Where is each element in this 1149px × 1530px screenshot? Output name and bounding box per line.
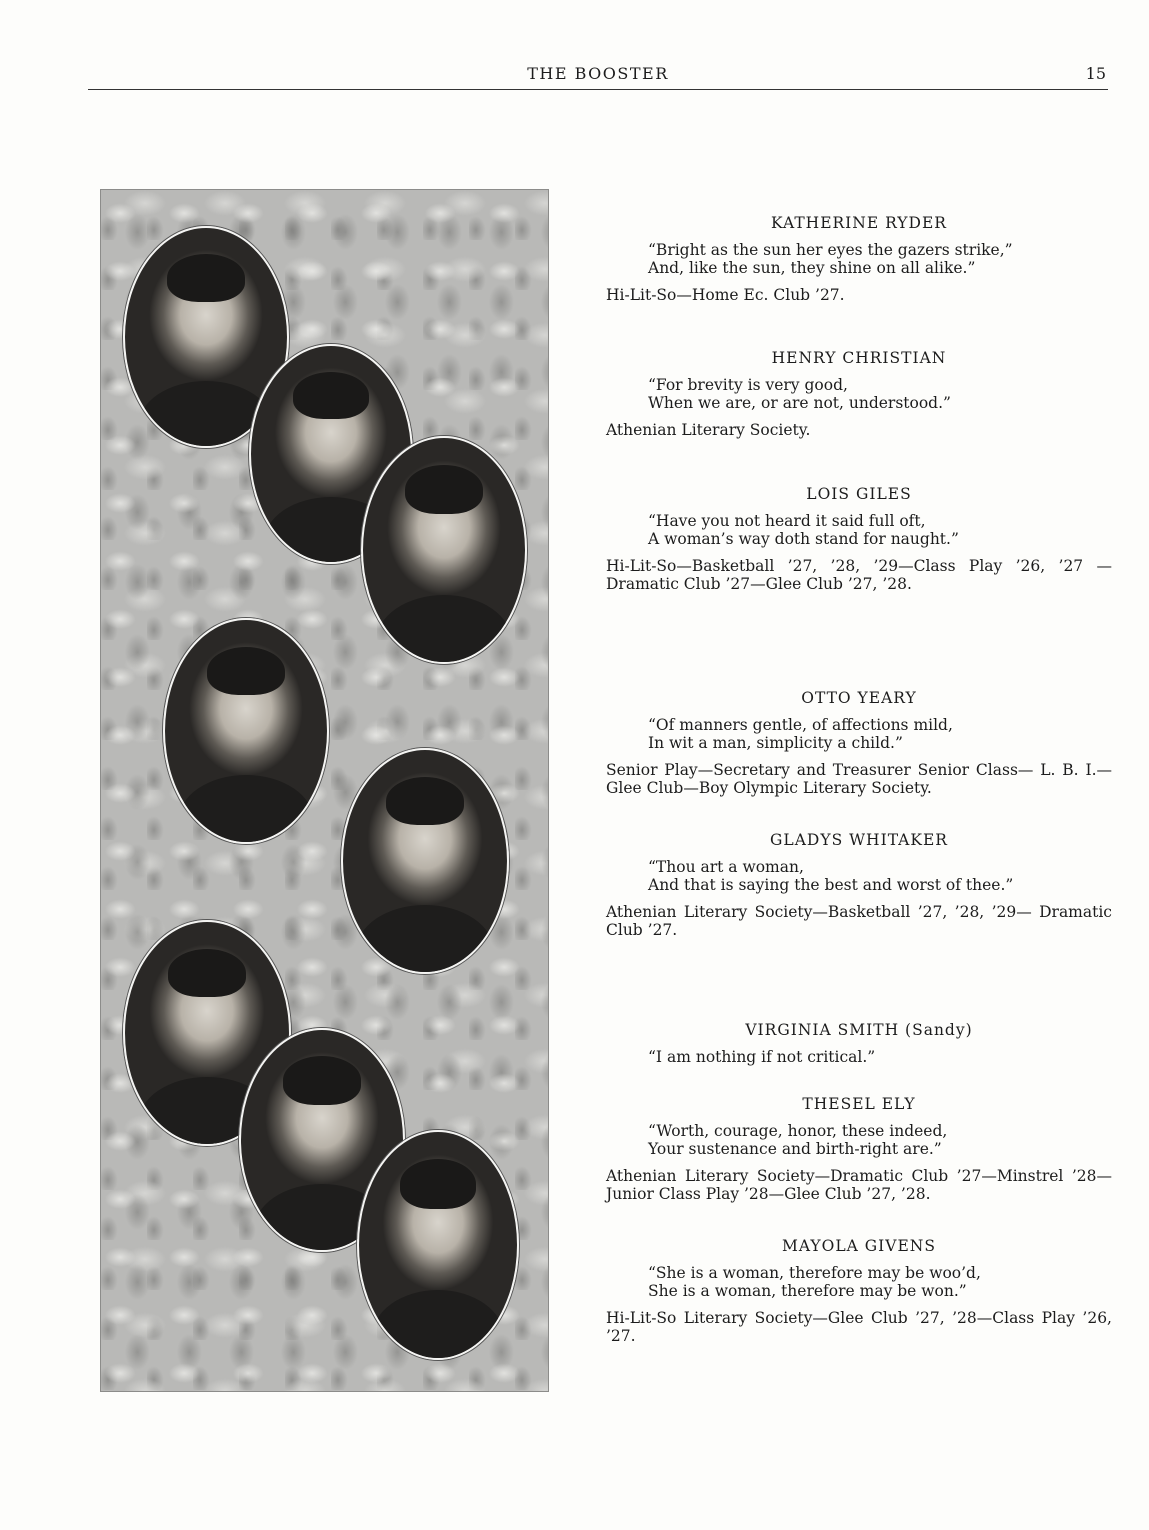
- entry-activities: Hi-Lit-So Literary Society—Glee Club ’27, ’28—Class Play ’26, ’27.: [606, 1309, 1112, 1345]
- entry-activities: Athenian Literary Society—Dramatic Club ’27—Minstrel ’28—Junior Class Play ’28—Glee Club ’27, ’28.: [606, 1167, 1112, 1203]
- entry-thesel-ely: [606, 1095, 1112, 1203]
- entry-quote: [606, 858, 1112, 894]
- quote-line: Your sustenance and birth-right are.”: [648, 1140, 942, 1158]
- entry-activities: Senior Play—Secretary and Treasurer Senior Class— L. B. I.—Glee Club—Boy Olympic Literary Society.: [606, 761, 1112, 797]
- entry-name: LOIS GILES: [806, 485, 912, 503]
- entry-quote: [606, 716, 1112, 752]
- entry-quote: [606, 1264, 1112, 1300]
- quote-line: “Thou art a woman,: [648, 858, 804, 876]
- entry-name: KATHERINE RYDER: [771, 214, 947, 232]
- entry-quote: [606, 1122, 1112, 1158]
- entry-quote: [606, 376, 1112, 412]
- page-number: 15: [1085, 64, 1106, 83]
- entry-gladys-whitaker: [606, 831, 1112, 939]
- entry-mayola-givens: [606, 1237, 1112, 1345]
- entry-name: MAYOLA GIVENS: [782, 1237, 936, 1255]
- header-rule: [88, 89, 1108, 90]
- quote-line: When we are, or are not, understood.”: [648, 394, 951, 412]
- quote-line: “I am nothing if not critical.”: [648, 1048, 876, 1066]
- portrait-mayola-givens: [357, 1130, 519, 1360]
- entry-virginia-smith: [606, 1021, 1112, 1075]
- entry-otto-yeary: [606, 689, 1112, 797]
- publication-title: THE BOOSTER: [527, 64, 669, 83]
- portrait-otto-yeary: [163, 618, 329, 844]
- quote-line: “She is a woman, therefore may be woo’d,: [648, 1264, 981, 1282]
- quote-line: In wit a man, simplicity a child.”: [648, 734, 903, 752]
- quote-line: “Worth, courage, honor, these indeed,: [648, 1122, 948, 1140]
- portrait-gladys-whitaker: [341, 748, 509, 974]
- entry-name: HENRY CHRISTIAN: [771, 349, 947, 367]
- quote-line: “Have you not heard it said full oft,: [648, 512, 926, 530]
- quote-line: She is a woman, therefore may be won.”: [648, 1282, 967, 1300]
- quote-line: “Bright as the sun her eyes the gazers strike,”: [648, 241, 1013, 259]
- entry-katherine-ryder: [606, 214, 1112, 304]
- quote-line: A woman’s way doth stand for naught.”: [648, 530, 959, 548]
- entry-quote: [606, 512, 1112, 548]
- entry-name: GLADYS WHITAKER: [770, 831, 948, 849]
- entry-lois-giles: [606, 485, 1112, 593]
- portrait-lois-giles: [361, 436, 527, 664]
- entry-name: OTTO YEARY: [801, 689, 917, 707]
- entry-name: THESEL ELY: [802, 1095, 916, 1113]
- entry-quote: [606, 241, 1112, 277]
- quote-line: “Of manners gentle, of affections mild,: [648, 716, 953, 734]
- entry-name: VIRGINIA SMITH (Sandy): [745, 1021, 973, 1039]
- entry-henry-christian: [606, 349, 1112, 439]
- quote-line: And, like the sun, they shine on all alike.”: [648, 259, 976, 277]
- entry-activities: Hi-Lit-So—Basketball ’27, ’28, ’29—Class Play ’26, ’27 —Dramatic Club ’27—Glee Club ’27, ’28.: [606, 557, 1112, 593]
- quote-line: “For brevity is very good,: [648, 376, 848, 394]
- page-header: [88, 62, 1108, 96]
- portrait-panel: [100, 189, 549, 1392]
- entry-activities: Athenian Literary Society—Basketball ’27, ’28, ’29— Dramatic Club ’27.: [606, 903, 1112, 939]
- entry-activities: Athenian Literary Society.: [606, 421, 811, 439]
- entry-activities: Hi-Lit-So—Home Ec. Club ’27.: [606, 286, 845, 304]
- quote-line: And that is saying the best and worst of thee.”: [648, 876, 1014, 894]
- entry-quote: [606, 1048, 1112, 1066]
